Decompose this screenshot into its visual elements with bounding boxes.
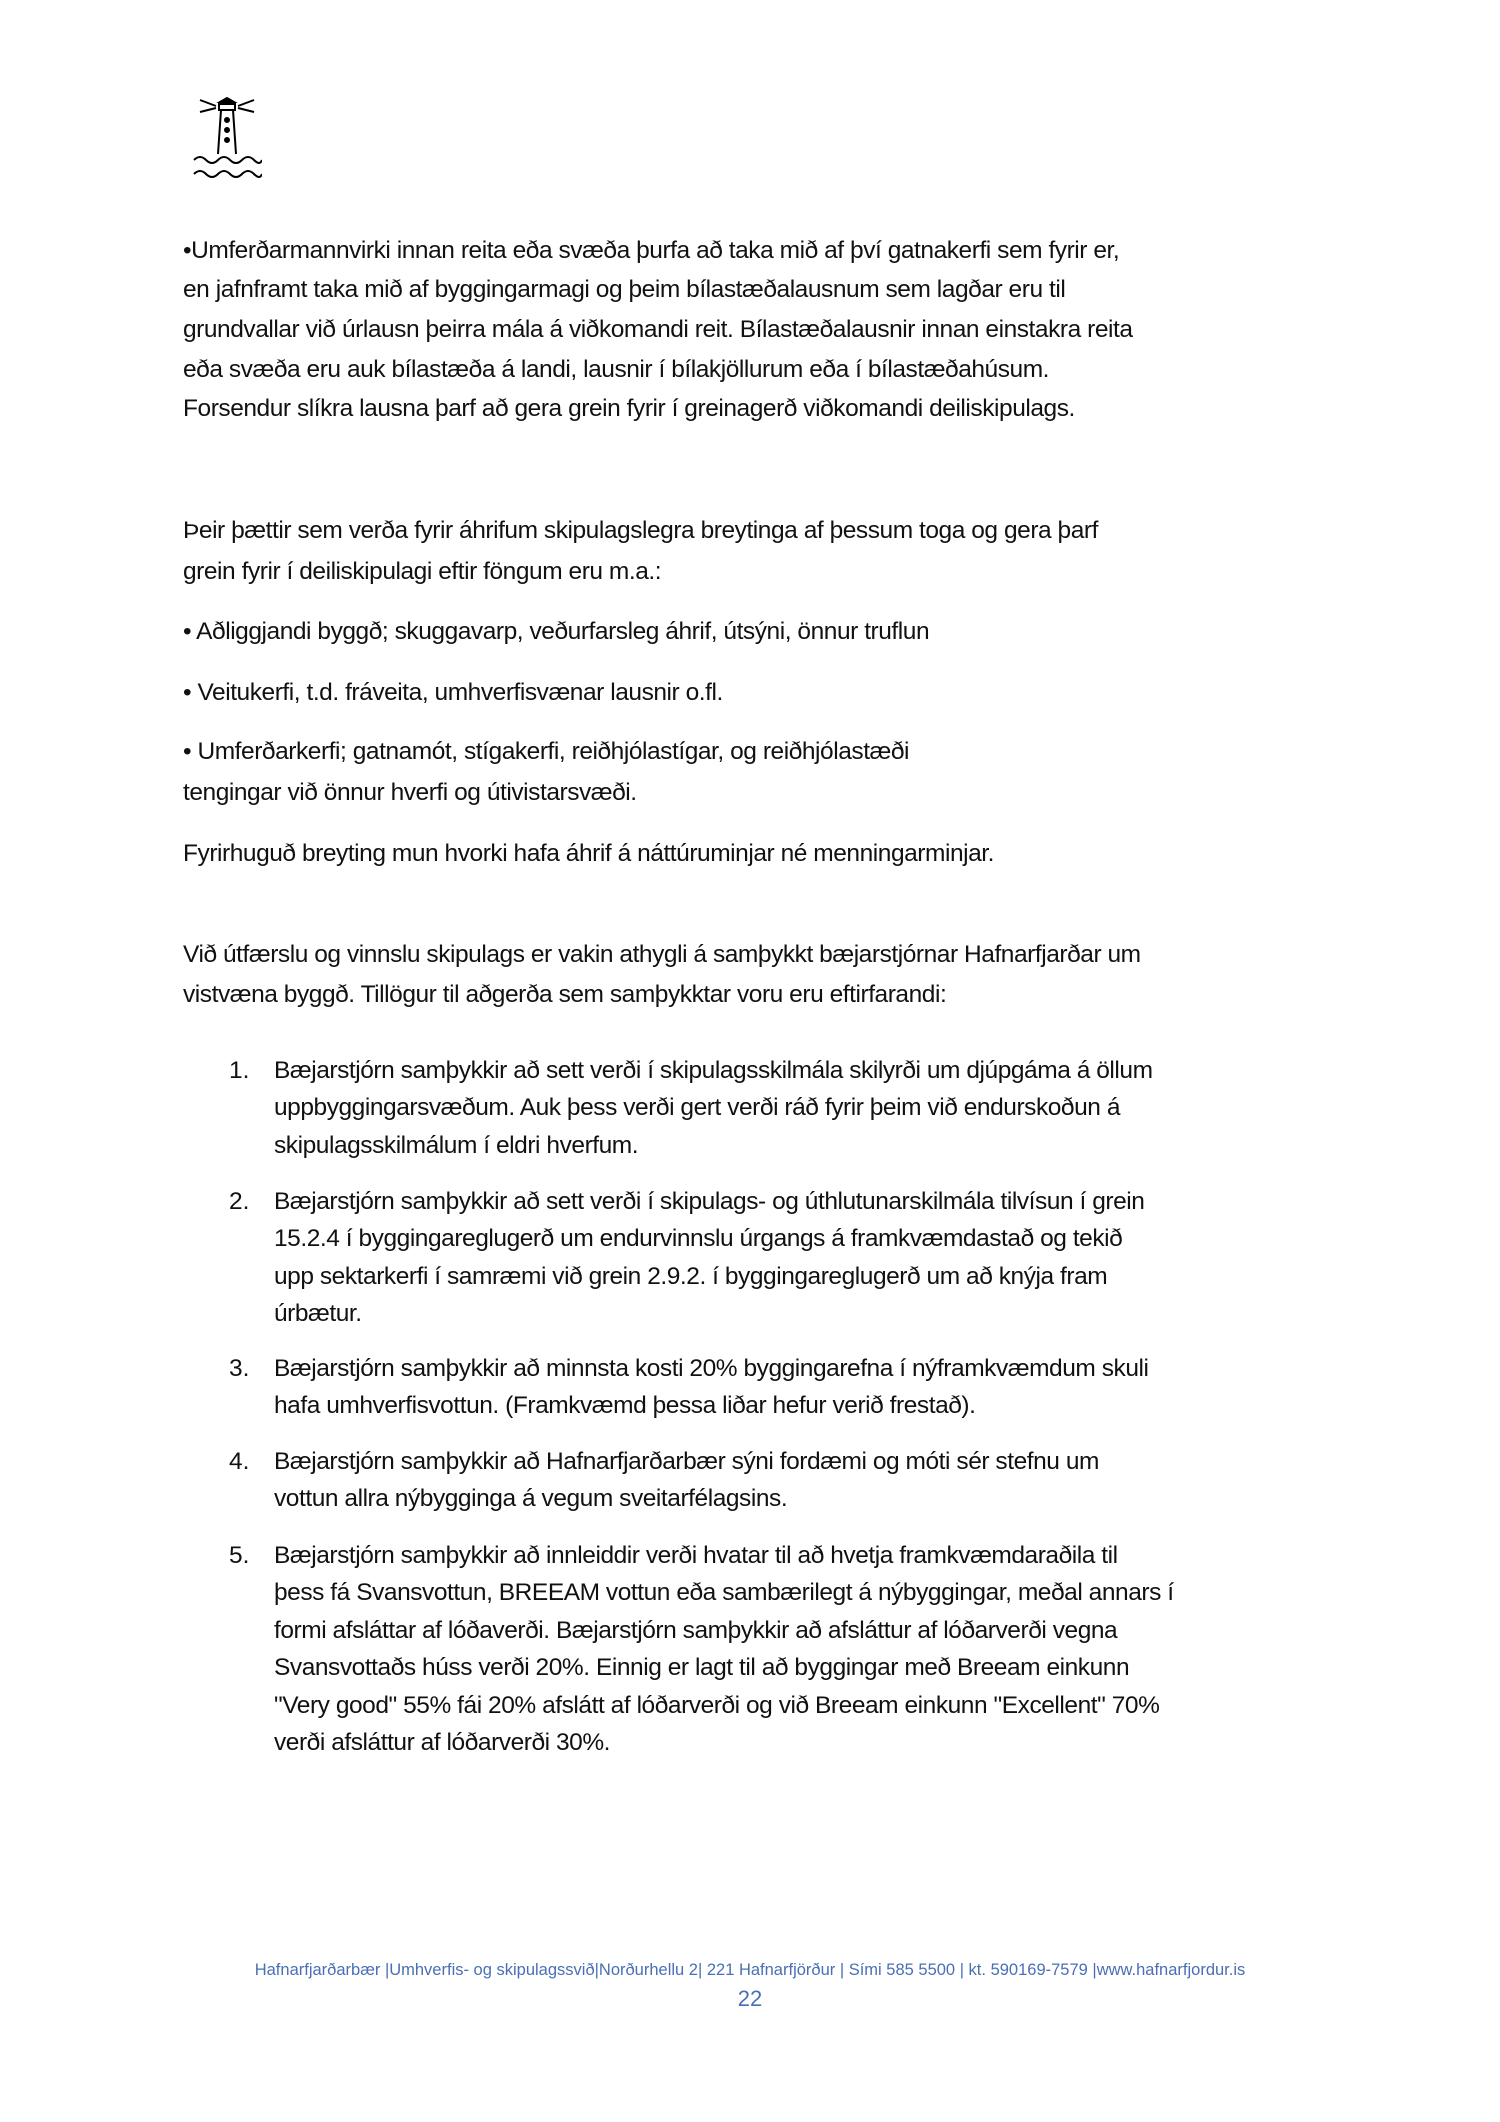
paragraph-line: en jafnframt taka mið af byggingarmagi og þeim bílastæðalausnum sem lagðar eru til: [183, 276, 1066, 303]
list-item-line: Bæjarstjórn samþykkir að sett verði í skipulags- og úthlutunarskilmála tilvísun í grein: [274, 1188, 1145, 1215]
list-item-line: úrbætur.: [274, 1300, 362, 1328]
list-item-line: Bæjarstjórn samþykkir að innleiddir verði hvatar til að hvetja framkvæmdaraðila til: [274, 1542, 1118, 1569]
page-number: 22: [737, 1986, 763, 2011]
paragraph-line: Forsendur slíkra lausna þarf að gera grein fyrir í greinagerð viðkomandi deiliskipulags.: [183, 395, 1075, 422]
list-item-line: formi afsláttar af lóðaverði. Bæjarstjórn samþykkir að afsláttur af lóðarverði vegna: [274, 1616, 1118, 1644]
list-item-line: upp sektarkerfi í samræmi við grein 2.9.2. í byggingareglugerð um að knýja fram: [274, 1262, 1108, 1290]
list-number: 1.: [229, 1057, 250, 1084]
list-item-line: þess fá Svansvottun, BREEAM vottun eða sambærilegt á nýbyggingar, meðal annars í: [274, 1579, 1174, 1607]
list-item-line: Bæjarstjórn samþykkir að Hafnarfjarðarbær sýni fordæmi og móti sér stefnu um: [274, 1448, 1099, 1475]
paragraph-line: Við útfærslu og vinnslu skipulags er vakin athygli á samþykkt bæjarstjórnar Hafnarfjarðar um: [183, 941, 1141, 968]
paragraph-line: vistvæna byggð. Tillögur til aðgerða sem samþykktar voru eru eftirfarandi:: [183, 981, 947, 1008]
list-item-line: Bæjarstjórn samþykkir að sett verði í skipulagsskilmála skilyrði um djúpgáma á öllum: [274, 1057, 1153, 1084]
list-item-line: Svansvottaðs húss verði 20%. Einnig er lagt til að byggingar með Breeam einkunn: [274, 1654, 1130, 1682]
list-number: 3.: [229, 1355, 250, 1382]
list-item-line: Bæjarstjórn samþykkir að minnsta kosti 20% byggingarefna í nýframkvæmdum skuli: [274, 1355, 1149, 1382]
list-number: 5.: [229, 1542, 250, 1569]
list-number: 4.: [229, 1448, 250, 1475]
paragraph-line: Fyrirhuguð breyting mun hvorki hafa áhrif á náttúruminjar né menningarminjar.: [183, 840, 995, 867]
list-item-line: skipulagsskilmálum í eldri hverfum.: [274, 1131, 639, 1159]
list-item-line: 15.2.4 í byggingareglugerð um endurvinnslu úrgangs á framkvæmdastað og tekið: [274, 1225, 1123, 1253]
bullet-item: • Veitukerfi, t.d. fráveita, umhverfisvænar lausnir o.fl.: [183, 679, 723, 706]
paragraph-line: Þeir þættir sem verða fyrir áhrifum skipulagslegra breytinga af þessum toga og gera þarf: [183, 517, 1098, 544]
paragraph-line: grundvallar við úrlausn þeirra mála á viðkomandi reit. Bílastæðalausnir innan einstakra reita: [183, 316, 1133, 343]
footer-address: Hafnarfjarðarbær |Umhverfis- og skipulagssvið|Norðurhellu 2| 221 Hafnarfjörður | Sími 585 5500 | kt. 590169-7579 |www.hafnarfjordur.is: [254, 1961, 1246, 1979]
paragraph-line: •Umferðarmannvirki innan reita eða svæða þurfa að taka mið af því gatnakerfi sem fyrir er,: [183, 237, 1120, 264]
bullet-item: • Umferðarkerfi; gatnamót, stígakerfi, reiðhjólastígar, og reiðhjólastæði: [183, 738, 910, 765]
paragraph-line: grein fyrir í deiliskipulagi eftir föngum eru m.a.:: [183, 558, 662, 585]
list-item-line: hafa umhverfisvottun. (Framkvæmd þessa liðar hefur verið frestað).: [274, 1392, 976, 1420]
lighthouse-logo-icon: [192, 92, 262, 193]
bullet-item: • Aðliggjandi byggð; skuggavarp, veðurfarsleg áhrif, útsýni, önnur truflun: [183, 618, 930, 645]
list-item-line: "Very good" 55% fái 20% afslátt af lóðarverði og við Breeam einkunn "Excellent" 70%: [274, 1691, 1160, 1719]
bullet-item: tengingar við önnur hverfi og útivistarsvæði.: [183, 779, 637, 806]
list-item-line: vottun allra nýbygginga á vegum sveitarfélagsins.: [274, 1485, 788, 1513]
list-item-line: uppbyggingarsvæðum. Auk þess verði gert verði ráð fyrir þeim við endurskoðun á: [274, 1094, 1120, 1122]
list-number: 2.: [229, 1188, 250, 1215]
list-item-line: verði afsláttur af lóðarverði 30%.: [274, 1729, 611, 1756]
paragraph-line: eða svæða eru auk bílastæða á landi, lausnir í bílakjöllurum eða í bílastæðahúsum.: [183, 356, 1050, 383]
